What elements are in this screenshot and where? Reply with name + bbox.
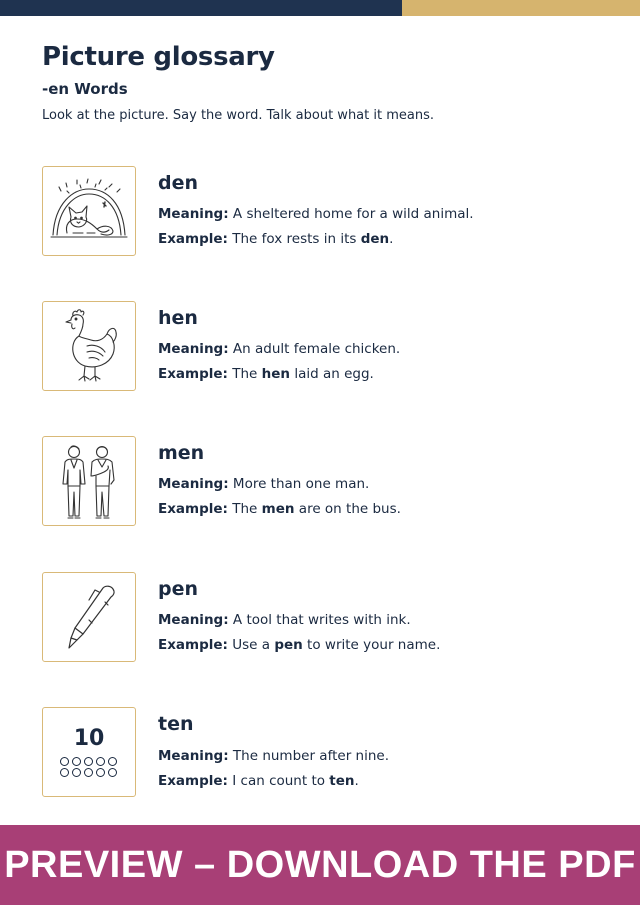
entry-example bbox=[158, 231, 393, 247]
entry-example bbox=[158, 773, 359, 789]
meaning-text: An adult female chicken. bbox=[232, 341, 401, 357]
meaning-label: Meaning: bbox=[158, 748, 229, 764]
page-title: Picture glossary bbox=[42, 42, 275, 72]
glossary-entry-den bbox=[42, 166, 602, 258]
glossary-entry-pen bbox=[42, 572, 602, 664]
example-label: Example: bbox=[158, 231, 228, 247]
example-pre: Use a bbox=[232, 637, 275, 653]
glossary-entry-hen bbox=[42, 301, 602, 393]
two-men-icon bbox=[42, 436, 136, 526]
counting-circle bbox=[96, 757, 105, 766]
example-word: hen bbox=[261, 366, 291, 382]
example-pre: The fox rests in its bbox=[232, 231, 361, 247]
entry-meaning bbox=[158, 612, 411, 628]
example-word: men bbox=[261, 501, 295, 517]
instructions: Look at the picture. Say the word. Talk about what it means. bbox=[42, 108, 434, 123]
counting-circle bbox=[60, 768, 69, 777]
meaning-text: A sheltered home for a wild animal. bbox=[232, 206, 474, 222]
example-post: to write your name. bbox=[302, 637, 441, 653]
example-post: are on the bus. bbox=[294, 501, 401, 517]
example-post: . bbox=[354, 773, 359, 789]
fox-in-den-icon bbox=[42, 166, 136, 256]
meaning-label: Meaning: bbox=[158, 206, 229, 222]
example-post: laid an egg. bbox=[290, 366, 374, 382]
ten-circles-icon bbox=[42, 707, 136, 797]
ten-dots bbox=[60, 757, 119, 777]
example-post: . bbox=[389, 231, 394, 247]
top-accent-bar bbox=[0, 0, 640, 16]
entry-word: hen bbox=[158, 307, 198, 329]
example-label: Example: bbox=[158, 366, 228, 382]
meaning-label: Meaning: bbox=[158, 476, 229, 492]
entry-meaning bbox=[158, 341, 400, 357]
glossary-entry-men bbox=[42, 436, 602, 528]
example-word: den bbox=[360, 231, 390, 247]
meaning-text: A tool that writes with ink. bbox=[232, 612, 411, 628]
ten-picture bbox=[60, 725, 119, 777]
entry-meaning bbox=[158, 206, 474, 222]
hen-icon bbox=[42, 301, 136, 391]
counting-circle bbox=[84, 757, 93, 766]
counting-circle bbox=[72, 768, 81, 777]
example-pre: The bbox=[232, 366, 262, 382]
entry-meaning bbox=[158, 748, 389, 764]
entry-meaning bbox=[158, 476, 369, 492]
page-subtitle: -en Words bbox=[42, 80, 128, 98]
meaning-label: Meaning: bbox=[158, 341, 229, 357]
top-bar-navy bbox=[0, 0, 402, 16]
example-label: Example: bbox=[158, 773, 228, 789]
entry-word: den bbox=[158, 172, 199, 194]
entry-example bbox=[158, 637, 440, 653]
preview-download-banner[interactable]: PREVIEW – DOWNLOAD THE PDF bbox=[0, 825, 640, 905]
counting-circle bbox=[108, 768, 117, 777]
meaning-text: More than one man. bbox=[232, 476, 370, 492]
meaning-label: Meaning: bbox=[158, 612, 229, 628]
entry-example bbox=[158, 501, 401, 517]
entry-word: ten bbox=[158, 713, 194, 735]
example-word: ten bbox=[329, 773, 355, 789]
counting-circle bbox=[84, 768, 93, 777]
pen-icon bbox=[42, 572, 136, 662]
top-bar-gold bbox=[402, 0, 640, 16]
ten-number: 10 bbox=[73, 725, 105, 751]
example-pre: The bbox=[232, 501, 262, 517]
counting-circle bbox=[96, 768, 105, 777]
counting-circle bbox=[60, 757, 69, 766]
counting-circle bbox=[72, 757, 81, 766]
example-pre: I can count to bbox=[232, 773, 330, 789]
meaning-text: The number after nine. bbox=[232, 748, 389, 764]
glossary-entry-ten bbox=[42, 707, 602, 799]
example-word: pen bbox=[274, 637, 303, 653]
entry-word: pen bbox=[158, 578, 199, 600]
entry-word: men bbox=[158, 442, 205, 464]
example-label: Example: bbox=[158, 637, 228, 653]
example-label: Example: bbox=[158, 501, 228, 517]
counting-circle bbox=[108, 757, 117, 766]
entry-example bbox=[158, 366, 374, 382]
